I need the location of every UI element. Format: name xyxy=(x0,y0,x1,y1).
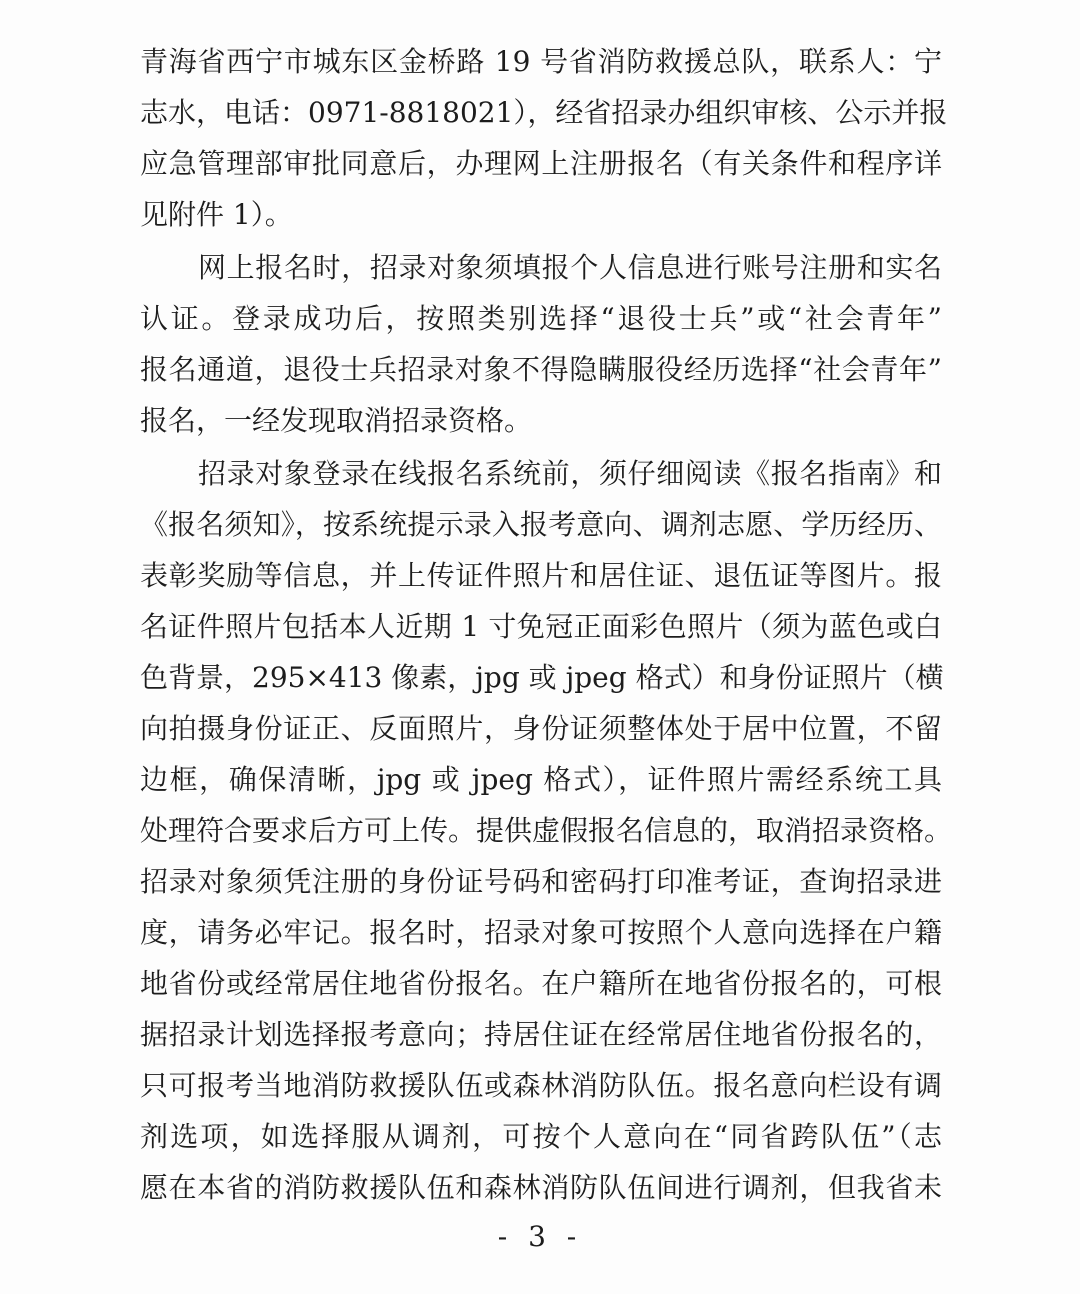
text-line: 报名通道，退役士兵招录对象不得隐瞒服役经历选择“社会青年” xyxy=(140,353,942,386)
text-line: 名证件照片包括本人近期 1 寸免冠正面彩色照片（须为蓝色或白 xyxy=(140,610,942,643)
paragraph-contact xyxy=(140,36,948,240)
document-body xyxy=(140,36,953,1213)
text-line: 网上报名时，招录对象须填报个人信息进行账号注册和实名 xyxy=(198,251,942,284)
text-line: 《报名须知》，按系统提示录入报考意向、调剂志愿、学历经历、 xyxy=(140,508,942,541)
text-line: 报名，一经发现取消招录资格。 xyxy=(140,404,533,437)
text-line: 认证。登录成功后，按照类别选择“退役士兵”或“社会青年” xyxy=(140,302,942,335)
text-line: 向拍摄身份证正、反面照片，身份证须整体处于居中位置，不留 xyxy=(140,712,942,745)
text-line: 表彰奖励等信息，并上传证件照片和居住证、退伍证等图片。报 xyxy=(140,559,942,592)
text-line: 处理符合要求后方可上传。提供虚假报名信息的，取消招录资格。 xyxy=(140,814,953,847)
text-line: 色背景，295×413 像素，jpg 或 jpeg 格式）和身份证照片（横 xyxy=(140,661,944,694)
text-line: 青海省西宁市城东区金桥路 19 号省消防救援总队，联系人：宁 xyxy=(140,45,942,78)
text-line: 志水，电话：0971-8818021），经省招录办组织审核、公示并报 xyxy=(140,96,948,129)
text-line: 愿在本省的消防救援队伍和森林消防队伍间进行调剂，但我省未 xyxy=(140,1171,942,1204)
text-line: 边框，确保清晰，jpg 或 jpeg 格式），证件照片需经系统工具 xyxy=(140,763,942,796)
text-line: 度，请务必牢记。报名时，招录对象可按照个人意向选择在户籍 xyxy=(140,916,942,949)
text-line: 据招录计划选择报考意向；持居住证在经常居住地省份报名的， xyxy=(140,1018,942,1051)
text-line: 招录对象登录在线报名系统前，须仔细阅读《报名指南》和 xyxy=(198,457,942,490)
text-line: 见附件 1）。 xyxy=(140,198,293,231)
text-line: 只可报考当地消防救援队伍或森林消防队伍。报名意向栏设有调 xyxy=(140,1069,942,1102)
paragraph-online-registration xyxy=(140,242,942,446)
paragraph-system-instructions xyxy=(140,448,953,1213)
page-number: - 3 - xyxy=(497,1220,583,1253)
text-line: 地省份或经常居住地省份报名。在户籍所在地省份报名的，可根 xyxy=(140,967,942,1000)
text-line: 应急管理部审批同意后，办理网上注册报名（有关条件和程序详 xyxy=(140,147,942,180)
text-line: 剂选项，如选择服从调剂，可按个人意向在“同省跨队伍”（志 xyxy=(140,1120,942,1153)
text-line: 招录对象须凭注册的身份证号码和密码打印准考证，查询招录进 xyxy=(140,865,942,898)
